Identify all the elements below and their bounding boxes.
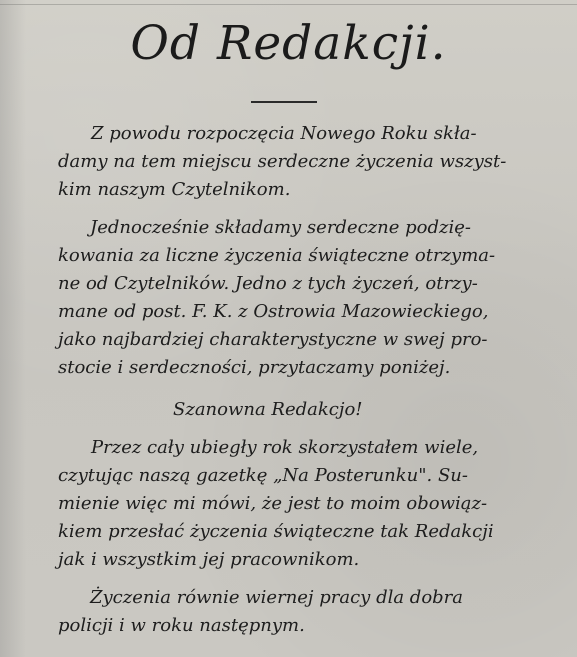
- paragraph-2-line-1: Jednocześnie składamy serdeczne podzię-: [90, 217, 471, 238]
- paragraph-4-line-5: jak i wszystkim jej pracownikom.: [58, 549, 360, 570]
- top-rule: [0, 4, 577, 5]
- page-title: Od Redakcji.: [130, 16, 447, 71]
- paragraph-1-line-3: kim naszym Czytelnikom.: [58, 179, 291, 200]
- paragraph-2-line-6: stocie i serdeczności, przytaczamy poniżej.: [58, 357, 451, 378]
- paragraph-2-line-4: mane od post. F. K. z Ostrowia Mazowieckiego,: [58, 301, 489, 322]
- paragraph-4-line-4: kiem przesłać życzenia świąteczne tak Redakcji: [58, 521, 494, 542]
- paragraph-2-line-2: kowania za liczne życzenia świąteczne otrzyma-: [58, 245, 496, 266]
- paragraph-5-line-2: policji i w roku następnym.: [58, 615, 305, 636]
- paragraph-1-line-2: damy na tem miejscu serdeczne życzenia wszyst-: [58, 151, 507, 172]
- paragraph-1-line-1: Z powodu rozpoczęcia Nowego Roku skła-: [91, 123, 477, 144]
- paragraph-5-line-1: Życzenia równie wiernej pracy dla dobra: [90, 587, 464, 608]
- paragraph-2-line-3: ne od Czytelników. Jedno z tych życzeń, otrzy-: [58, 273, 478, 294]
- page-edge-shadow: [0, 0, 26, 657]
- paragraph-4-line-2: czytując naszą gazetkę „Na Posterunku". Su-: [58, 465, 468, 486]
- paragraph-4-line-3: mienie więc mi mówi, że jest to moim obowiąz-: [58, 493, 488, 514]
- salutation: Szanowna Redakcjo!: [173, 399, 363, 420]
- paragraph-4-line-1: Przez cały ubiegły rok skorzystałem wiele,: [91, 437, 479, 458]
- paragraph-2-line-5: jako najbardziej charakterystyczne w swej pro-: [58, 329, 488, 350]
- title-divider: [251, 101, 317, 103]
